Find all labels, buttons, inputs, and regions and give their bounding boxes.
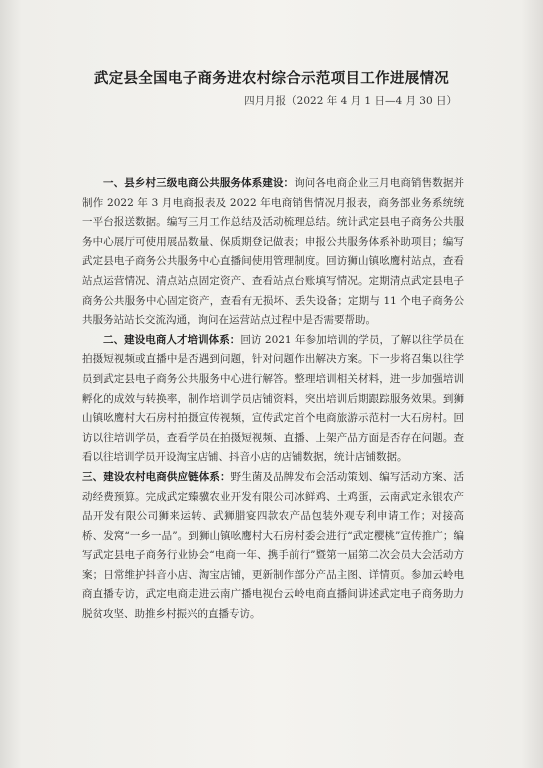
document-subtitle: 四月月报（2022 年 4 月 1 日—4 月 30 日） <box>244 95 457 107</box>
section-3-heading: 三、建设农村电商供应链体系： <box>82 470 231 483</box>
section-2 <box>82 331 464 468</box>
document-title: 武定县全国电子商务进农村综合示范项目工作进展情况 <box>93 70 450 87</box>
section-2-text: 回访 2021 年参加培训的学员，了解以往学员在拍摄短视频或直播中是否遇到问题，针对问题作出解决方案。下一步将召集以往学员到武定县电子商务公共服务中心进行解答。整理培训相关材料，进一步加强培训孵化的成效与转换率，制作培训学员店铺资料，突出培训后期跟踪服务效果。到狮山镇吆鹰村大石房村拍摄宣传视频，宣传武定首个电商旅游示范村一大石房村。回访以往培训学员，查看学员在拍摄短视频、直播、上架产品方面是否存在问题。查看以往培训学员开设淘宝店铺、抖音小店的店铺数据，统计店铺数据。 <box>82 333 464 464</box>
section-1-text: 询问各电商企业三月电商销售数据并制作 2022 年 3 月电商报表及 2022 年电商销售情况月报表，商务部业务系统统一平台报送数据。编写三月工作总结及活动梳理总结。统计武定县电子商务公共服务中心展厅可使用展品数量、保质期登记做表；申报公共服务体系补助项目；编写武定县电子商务公共服务中心直播间使用管理制度。回访狮山镇吆鹰村站点，查看站点运营情况、清点站点固定资产、查看站点台账填写情况。定期清点武定县电子商务公共服务中心固定资产，查看有无损坏、丢失设备；定期与 11 个电子商务公共服务站站长交流沟通，询问在运营站点过程中是否需要帮助。 <box>82 177 465 327</box>
section-1 <box>82 174 464 331</box>
document-body <box>82 174 464 625</box>
section-1-heading: 一、县乡村三级电商公共服务体系建设： <box>103 177 295 189</box>
section-3-text: 野生菌及品牌发布会活动策划、编写活动方案、活动经费预算。完成武定臻骥农业开发有限公司冰鲜鸡、土鸡蛋，云南武定永银农产品开发有限公司狮来运转、武狮腊宴四款农产品包装外观专利申请工作；对接高桥、发窝“一乡一品”。到狮山镇吆鹰村大石房村委会进行“武定樱桃”宣传推广；编写武定县电子商务行业协会“电商一年、携手前行”暨第一届第二次会员大会活动方案；日常维护抖音小店、淘宝店铺，更新制作部分产品主图、详情页。参加云岭电商直播专访，武定电商走进云南广播电视台云岭电商直播间讲述武定电子商务助力脱贫攻坚、助推乡村振兴的直播专访。 <box>82 470 465 621</box>
section-3 <box>82 468 464 625</box>
section-2-heading: 二、建设电商人才培训体系： <box>103 333 241 346</box>
